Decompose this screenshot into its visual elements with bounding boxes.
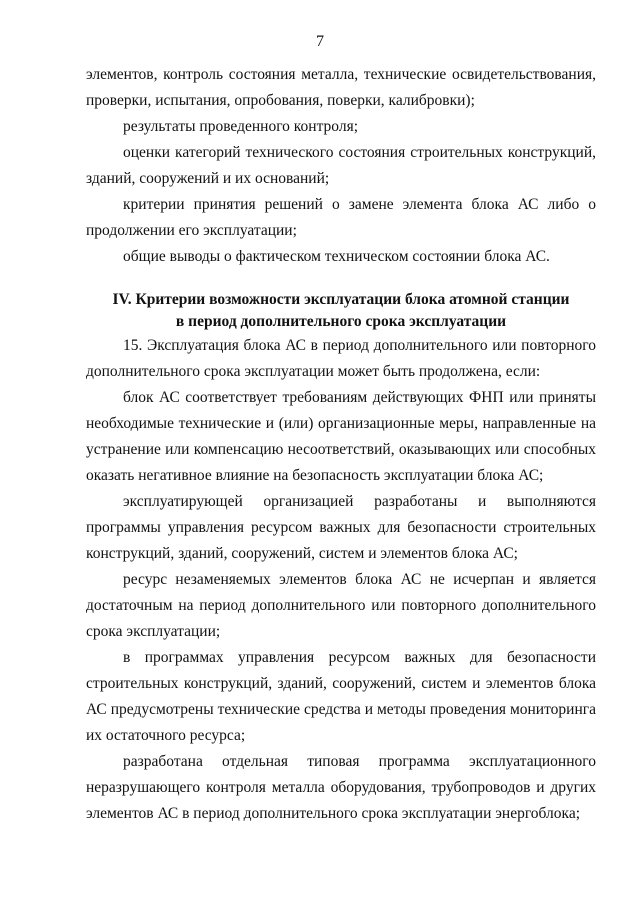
- paragraph-decision-criteria: критерии принятия решений о замене элемента блока АС либо о продолжении его эксплуатации;: [86, 196, 596, 239]
- paragraph-assessments: оценки категорий технического состояния строительных конструкций, зданий, сооружений и их оснований;: [86, 144, 596, 187]
- paragraph-requirements: блок АС соответствует требованиям действующих ФНП или приняты необходимые технические и (или) организационные меры, направленные на устранение или компенсацию несоответствий, оказывающих или способных оказать негативное влияние на безопасность эксплуатации блока АС;: [86, 389, 596, 484]
- page-number: 7: [316, 33, 324, 50]
- paragraph-irreplaceable-elements: ресурс незаменяемых элементов блока АС не исчерпан и является достаточным на период дополнительного или повторного дополнительного срока эксплуатации;: [86, 571, 596, 640]
- paragraph-ndt-program: разработана отдельная типовая программа эксплуатационного неразрушающего контроля металла оборудования, трубопроводов и других элементов АС в период дополнительного срока эксплуатации энергоблока;: [86, 753, 596, 822]
- section-heading: [86, 289, 596, 333]
- section-text-block: [86, 333, 596, 827]
- paragraph-monitoring: в программах управления ресурсом важных для безопасности строительных конструкций, зданий, сооружений, систем и элементов блока АС предусмотрены технические средства и методы проведения мониторинга их остаточного ресурса;: [86, 649, 596, 744]
- paragraph-conclusions: общие выводы о фактическом техническом состоянии блока АС.: [123, 248, 550, 265]
- top-text-block: [86, 62, 596, 270]
- section-heading-line2: в период дополнительного срока эксплуатации: [175, 313, 507, 330]
- paragraph-continuation: элементов, контроль состояния металла, технические освидетельствования, проверки, испытания, опробования, поверки, калибровки);: [86, 66, 596, 109]
- paragraph-item-15: 15. Эксплуатация блока АС в период дополнительного или повторного дополнительного срока эксплуатации может быть продолжена, если:: [86, 337, 596, 380]
- paragraph-results: результаты проведенного контроля;: [123, 118, 359, 135]
- paragraph-resource-programs: эксплуатирующей организацией разработаны и выполняются программы управления ресурсом важных для безопасности строительных конструкций, зданий, сооружений, систем и элементов блока АС;: [86, 493, 596, 562]
- section-heading-line1: IV. Критерии возможности эксплуатации блока атомной станции: [112, 291, 570, 308]
